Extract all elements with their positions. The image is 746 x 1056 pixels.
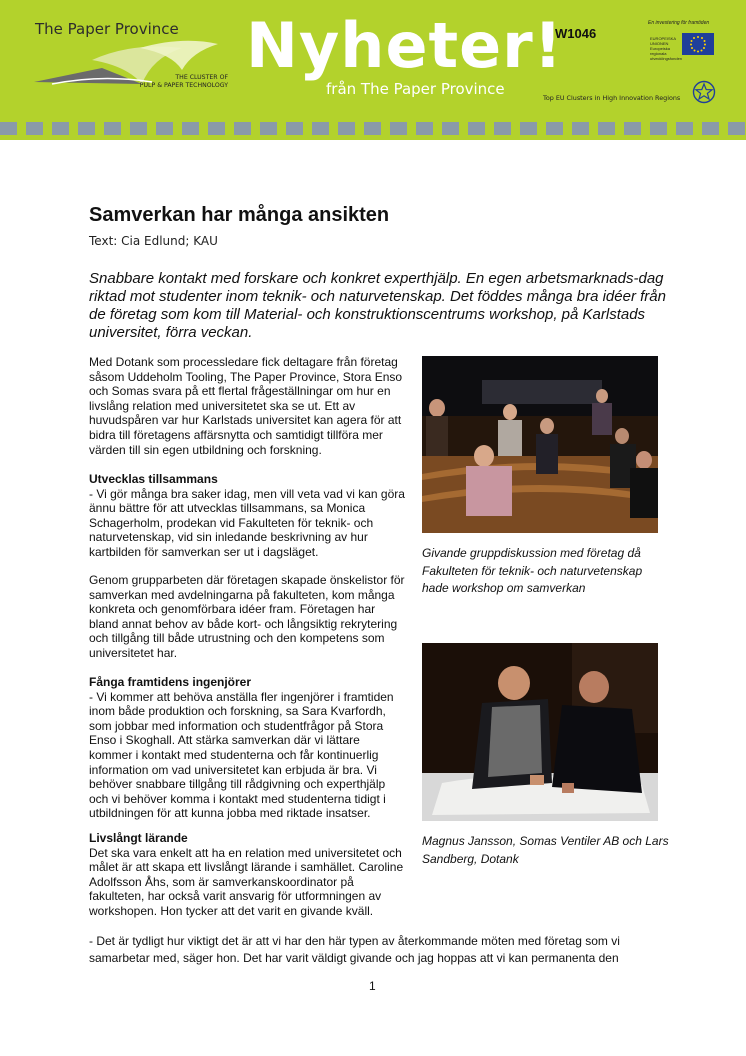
stripe-block [52,122,69,135]
logo-tagline [118,74,228,90]
stripe-block [650,122,667,135]
paragraph-5: Det ska vara enkelt att ha en relation med universitetet och målet är att skapa ett livslångt lärande i samhället. Caroline Adolfsson Åhs, som är samverkanskoordinator på fakulteten, har också varit ansvarig för utformningen av workshopen. Hon tycker att det varit en givande kväll. [89,845,404,918]
stripe-block [312,122,329,135]
section-fanga [89,675,406,821]
stripe-block [494,122,511,135]
stripe-block [156,122,173,135]
photo-two-men-at-table [422,643,658,821]
article-byline: Text: Cia Edlund; KAU [89,234,218,248]
section-utvecklas [89,472,406,560]
stripe-block [624,122,641,135]
cluster-star-icon [692,80,716,104]
stripe-block [234,122,251,135]
decorative-stripe [0,118,746,140]
header-banner [0,0,746,118]
paragraph-4: - Vi kommer att behöva anställa fler ingenjörer i framtiden inom både produktion och forskning, sa Sara Kvarfordh, som jobbar med information och studentfrågor på Stora Enso i Skoghall. Att stärka samverkan där vi lättare kommer i kontakt med studenterna och får kontinuerlig information om vad universitetet kan erbjuda är bra. Vi behöver snabbare tillgång till rådgivning och experthjälp och vi behöver komma i kontakt med studenterna tidigt i utbildningen för att kunna jobba med riktade insatser. [89,689,394,821]
subheading: Utvecklas tillsammans [89,472,218,486]
logo-tagline-line-2: PULP & PAPER TECHNOLOGY [139,82,228,89]
stripe-block [390,122,407,135]
newsletter-subtitle: från The Paper Province [326,80,505,98]
stripe-block [702,122,719,135]
top-clusters-text: Top EU Clusters in High Innovation Regions [543,94,681,102]
eu-caption: En investering för framtiden [648,20,710,26]
stripe-block [78,122,95,135]
stripe-block [338,122,355,135]
paragraph-3: Genom grupparbeten där företagen skapade önskelistor för samverkan med avdelningarna på fakulteten, kom många konkreta och genomförbara idéer fram. Företagen har bland annat behov av både kort- och långsiktig rekrytering och tillgång till både utrustning och den kompetens som universitetet har. [89,573,405,660]
stripe-block [0,122,17,135]
photo-group-discussion [422,356,658,533]
stripe-block [130,122,147,135]
stripe-block [182,122,199,135]
paragraph-2: - Vi gör många bra saker idag, men vill veta vad vi kan göra ännu bättre för att utvecklas tillsammans, sa Monica Schagerholm, prodekan vid Fakulteten för teknik- och naturvetenskap, vid sin inledande beskrivning av hur kartbilden för samverkan ser ut i dagsläget. [89,486,405,559]
stripe-block [260,122,277,135]
stripe-block [676,122,693,135]
paragraph-6: - Det är tydligt hur viktigt det är att vi har den här typen av återkommande möten med företag som vi samarbetar med, säger hon. Det har varit väldigt givande och jag hoppas att vi kan permanenta den [89,934,620,965]
stripe-block [546,122,563,135]
stripe-block [468,122,485,135]
stripe-block [26,122,43,135]
page-number: 1 [369,979,376,993]
stripe-block [286,122,303,135]
stripe-block [416,122,433,135]
stripe-block [598,122,615,135]
stripe-block [104,122,121,135]
stripe-block [520,122,537,135]
subheading: Livslångt lärande [89,831,188,845]
logo-name: The Paper Province [35,20,179,38]
photo-2-caption: Magnus Jansson, Somas Ventiler AB och Lars Sandberg, Dotank [422,834,669,866]
stripe-block [364,122,381,135]
eu-fund-text: EUROPEISKA UNIONEN Europeiska regionala utvecklingsfonden [650,36,683,61]
eu-flag-icon [682,33,714,55]
stripe-block [728,122,745,135]
stripe-block [208,122,225,135]
paragraph-1: Med Dotank som processledare fick deltagare från företag såsom Uddeholm Tooling, The Paper Province, Stora Enso och Somas svara på ett flertal frågeställningar om hur en livslång relation med universitetet ska se ut. Ett av huvudspåren var hur Karlstads universitet kan agera för att bidra till företagens affärsnytta och samtidigt tillföra mer värden till sin egen utbildning och forskning. [89,355,403,457]
newsletter-title: Nyheter! [246,9,564,82]
article-lead: Snabbare kontakt med forskare och konkret experthjälp. En egen arbetsmarknads-dag riktad mot studenter inom teknik- och naturvetenskap. Det föddes många bra idéer från de företag som kom till Material- och konstruktionscentrums workshop, på Karlstads universitet, förra veckan. [89,270,666,341]
issue-code: W1046 [555,26,597,41]
stripe-block [442,122,459,135]
section-livslangt [89,831,406,919]
article-headline: Samverkan har många ansikten [89,204,390,226]
subheading: Fånga framtidens ingenjörer [89,675,252,689]
stripe-block [572,122,589,135]
photo-1-caption: Givande gruppdiskussion med företag då Fakulteten för teknik- och naturvetenskap hade workshop om samverkan [422,546,643,595]
logo-tagline-line-1: THE CLUSTER OF [175,74,228,81]
